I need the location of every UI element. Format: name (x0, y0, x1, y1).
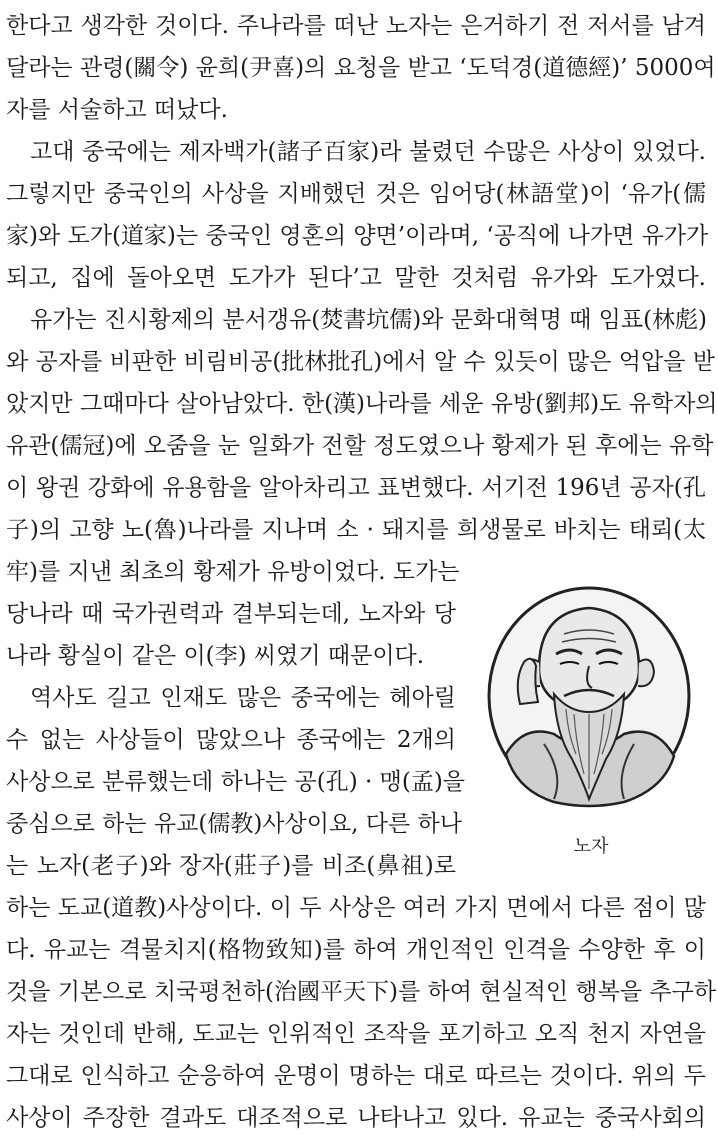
text-line: 유관(儒冠)에 오줌을 눈 일화가 전할 정도였으나 황제가 된 후에는 유학 (6, 433, 714, 459)
text-line: 그렇지만 중국인의 사상을 지배했던 것은 임어당(林語堂)이 ‘유가(儒 (6, 181, 706, 207)
text-line: 유가는 진시황제의 분서갱유(焚書坑儒)와 문화대혁명 때 임표(林彪) (30, 307, 708, 333)
text-line: 중심으로 하는 유교(儒教)사상이요, 다른 하나 (6, 811, 462, 837)
text-line: 하는 도교(道教)사상이다. 이 두 사상은 여러 가지 면에서 다른 점이 많 (6, 895, 706, 921)
text-line: 사상으로 분류했는데 하나는 공(孔) · 맹(孟)을 (6, 769, 466, 795)
text-line: 와 공자를 비판한 비림비공(批林批孔)에서 알 수 있듯이 많은 억압을 받 (6, 349, 715, 375)
text-line: 한다고 생각한 것이다. 주나라를 떠난 노자는 은거하기 전 저서를 남겨 (6, 13, 706, 39)
text-line: 았지만 그때마다 살아남았다. 한(漢)나라를 세운 유방(劉邦)도 유학자의 (6, 391, 718, 417)
figure (478, 584, 704, 884)
text-line: 자를 서술하고 떠났다. (6, 97, 228, 123)
text-line: 子)의 고향 노(魯)나라를 지나며 소 · 돼지를 희생물로 바치는 태뢰(太 (6, 517, 706, 543)
text-line: 그대로 인식하고 순응하여 운명이 명하는 대로 따르는 것이다. 위의 두 (6, 1063, 706, 1089)
text-line: 는 노자(老子)와 장자(莊子)를 비조(鼻祖)로 (6, 853, 456, 879)
laozi-portrait-icon (484, 584, 694, 814)
text-line: 달라는 관령(關令) 윤희(尹喜)의 요청을 받고 ‘도덕경(道德經)’ 5000여 (6, 55, 716, 81)
text-line: 나라 황실이 같은 이(李) 씨였기 때문이다. (6, 643, 425, 669)
text-line: 것을 기본으로 치국평천하(治國平天下)를 하여 현실적인 행복을 추구하 (6, 979, 717, 1005)
text-line: 당나라 때 국가권력과 결부되는데, 노자와 당 (6, 601, 456, 627)
text-line: 牢)를 지낸 최초의 황제가 유방이었다. 도가는 (6, 559, 460, 585)
text-line: 家)와 도가(道家)는 중국인 영혼의 양면’이라며, ‘공직에 나가면 유가가 (6, 223, 709, 249)
text-line: 이 왕권 강화에 유용함을 알아차리고 표변했다. 서기전 196년 공자(孔 (6, 475, 706, 501)
text-line: 사상이 주장한 결과도 대조적으로 나타나고 있다. 유교는 중국사회의 (6, 1105, 706, 1131)
text-line: 자는 것인데 반해, 도교는 인위적인 조작을 포기하고 오직 천지 자연을 (6, 1021, 706, 1047)
text-line: 다. 유교는 격물치지(格物致知)를 하여 개인적인 인격을 수양한 후 이 (6, 937, 706, 963)
text-line: 역사도 길고 인재도 많은 중국에는 헤아릴 (30, 685, 456, 711)
text-line: 고대 중국에는 제자백가(諸子百家)라 불렸던 수많은 사상이 있었다. (30, 139, 706, 165)
figure-caption: 노자 (573, 836, 609, 857)
text-line: 되고, 집에 돌아오면 도가가 된다’고 말한 것처럼 유가와 도가였다. (6, 265, 706, 291)
text-line: 수 없는 사상들이 많았으나 종국에는 2개의 (6, 727, 456, 753)
